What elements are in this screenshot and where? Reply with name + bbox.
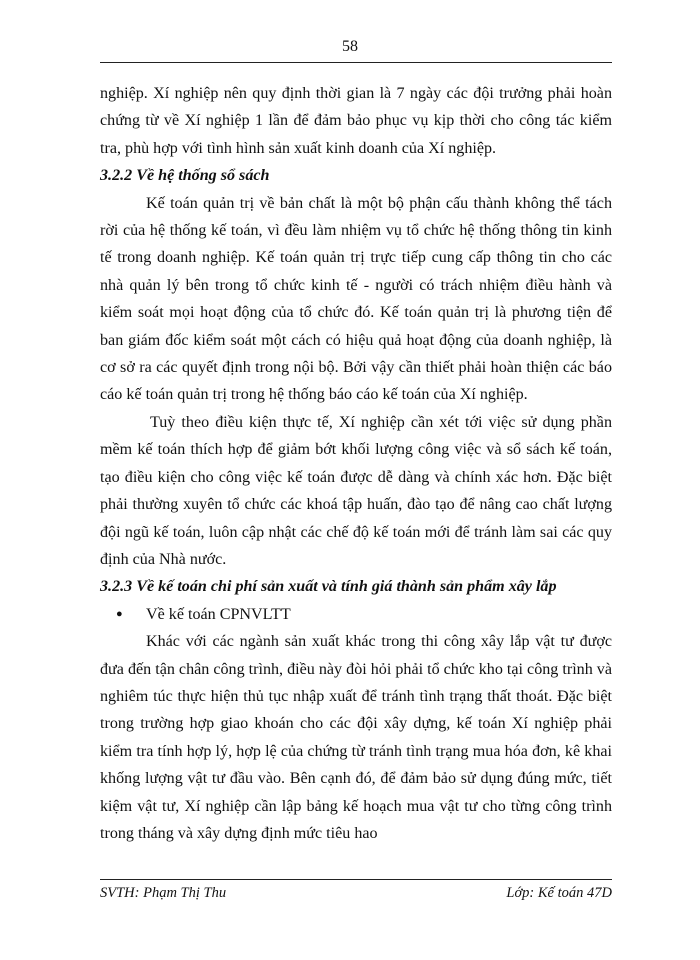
paragraph-continuation: nghiệp. Xí nghiệp nên quy định thời gian là 7 ngày các đội trưởng phải hoàn chứng từ về Xí nghiệp 1 lần để đảm bảo phục vụ kịp thời cho công tác kiểm tra, phù hợp với tình hình sản xuất kinh doanh của Xí nghiệp. bbox=[100, 85, 612, 157]
footer-class: Lớp: Kế toán 47D bbox=[506, 885, 612, 901]
document-body bbox=[100, 80, 612, 847]
header-divider bbox=[100, 62, 612, 63]
page-footer bbox=[100, 885, 612, 902]
page-number: 58 bbox=[342, 38, 358, 55]
bullet-dot-icon: ● bbox=[116, 607, 123, 620]
footer-divider bbox=[100, 879, 612, 880]
footer-author: SVTH: Phạm Thị Thu bbox=[100, 885, 227, 901]
section-heading-3-2-3: 3.2.3 Về kế toán chi phí sản xuất và tính giá thành sản phẩm xây lắp bbox=[100, 578, 557, 596]
bullet-item bbox=[100, 601, 612, 628]
paragraph-materials-cost: Khác với các ngành sản xuất khác trong thi công xây lắp vật tư được đưa đến tận chân công trình, điều này đòi hỏi phải tổ chức kho tại công trình và nghiêm túc thực hiện thủ tục nhập xuất để tránh tình trạng thất thoát. Đặc biệt trong trường hợp giao khoán cho các đội xây dựng, kế toán Xí nghiệp phải kiểm tra tính hợp lý, hợp lệ của chứng từ tránh tình trạng mua hóa đơn, kê khai khống lượng vật tư đầu vào. Bên cạnh đó, để đảm bảo sử dụng đúng mức, tiết kiệm vật tư, Xí nghiệp cần lập bảng kế hoạch mua vật tư cho từng công trình trong tháng và xây dựng định mức tiêu hao bbox=[100, 633, 612, 842]
bullet-item-label: Về kế toán CPNVLTT bbox=[146, 605, 291, 623]
paragraph-management-accounting: Kế toán quản trị về bản chất là một bộ phận cấu thành không thể tách rời của hệ thống kế toán, vì đều làm nhiệm vụ tổ chức hệ thống thông tin kinh tế trong doanh nghiệp. Kế toán quản trị trực tiếp cung cấp thông tin cho các nhà quản lý bên trong tổ chức kinh tế - người có trách nhiệm điều hành và kiểm soát mọi hoạt động của tổ chức đó. Kế toán quản trị là phương tiện để ban giám đốc kiểm soát một cách có hiệu quả hoạt động của doanh nghiệp, là cơ sở ra các quyết định trong nội bộ. Bởi vậy cần thiết phải hoàn thiện các báo cáo kế toán quản trị trong hệ thống báo cáo kế toán của Xí nghiệp. bbox=[100, 194, 612, 404]
section-heading-3-2-2: 3.2.2 Về hệ thống sổ sách bbox=[100, 167, 270, 185]
paragraph-accounting-software: Tuỳ theo điều kiện thực tế, Xí nghiệp cần xét tới việc sử dụng phần mềm kế toán thích hợp để giảm bớt khối lượng công việc và sổ sách kế toán, tạo điều kiện cho công việc kế toán được dễ dàng và chính xác hơn. Đặc biệt phải thường xuyên tổ chức các khoá tập huấn, đào tạo để nâng cao chất lượng đội ngũ kế toán, luôn cập nhật các chế độ kế toán mới để tránh làm sai các quy định của Nhà nước. bbox=[100, 413, 612, 568]
